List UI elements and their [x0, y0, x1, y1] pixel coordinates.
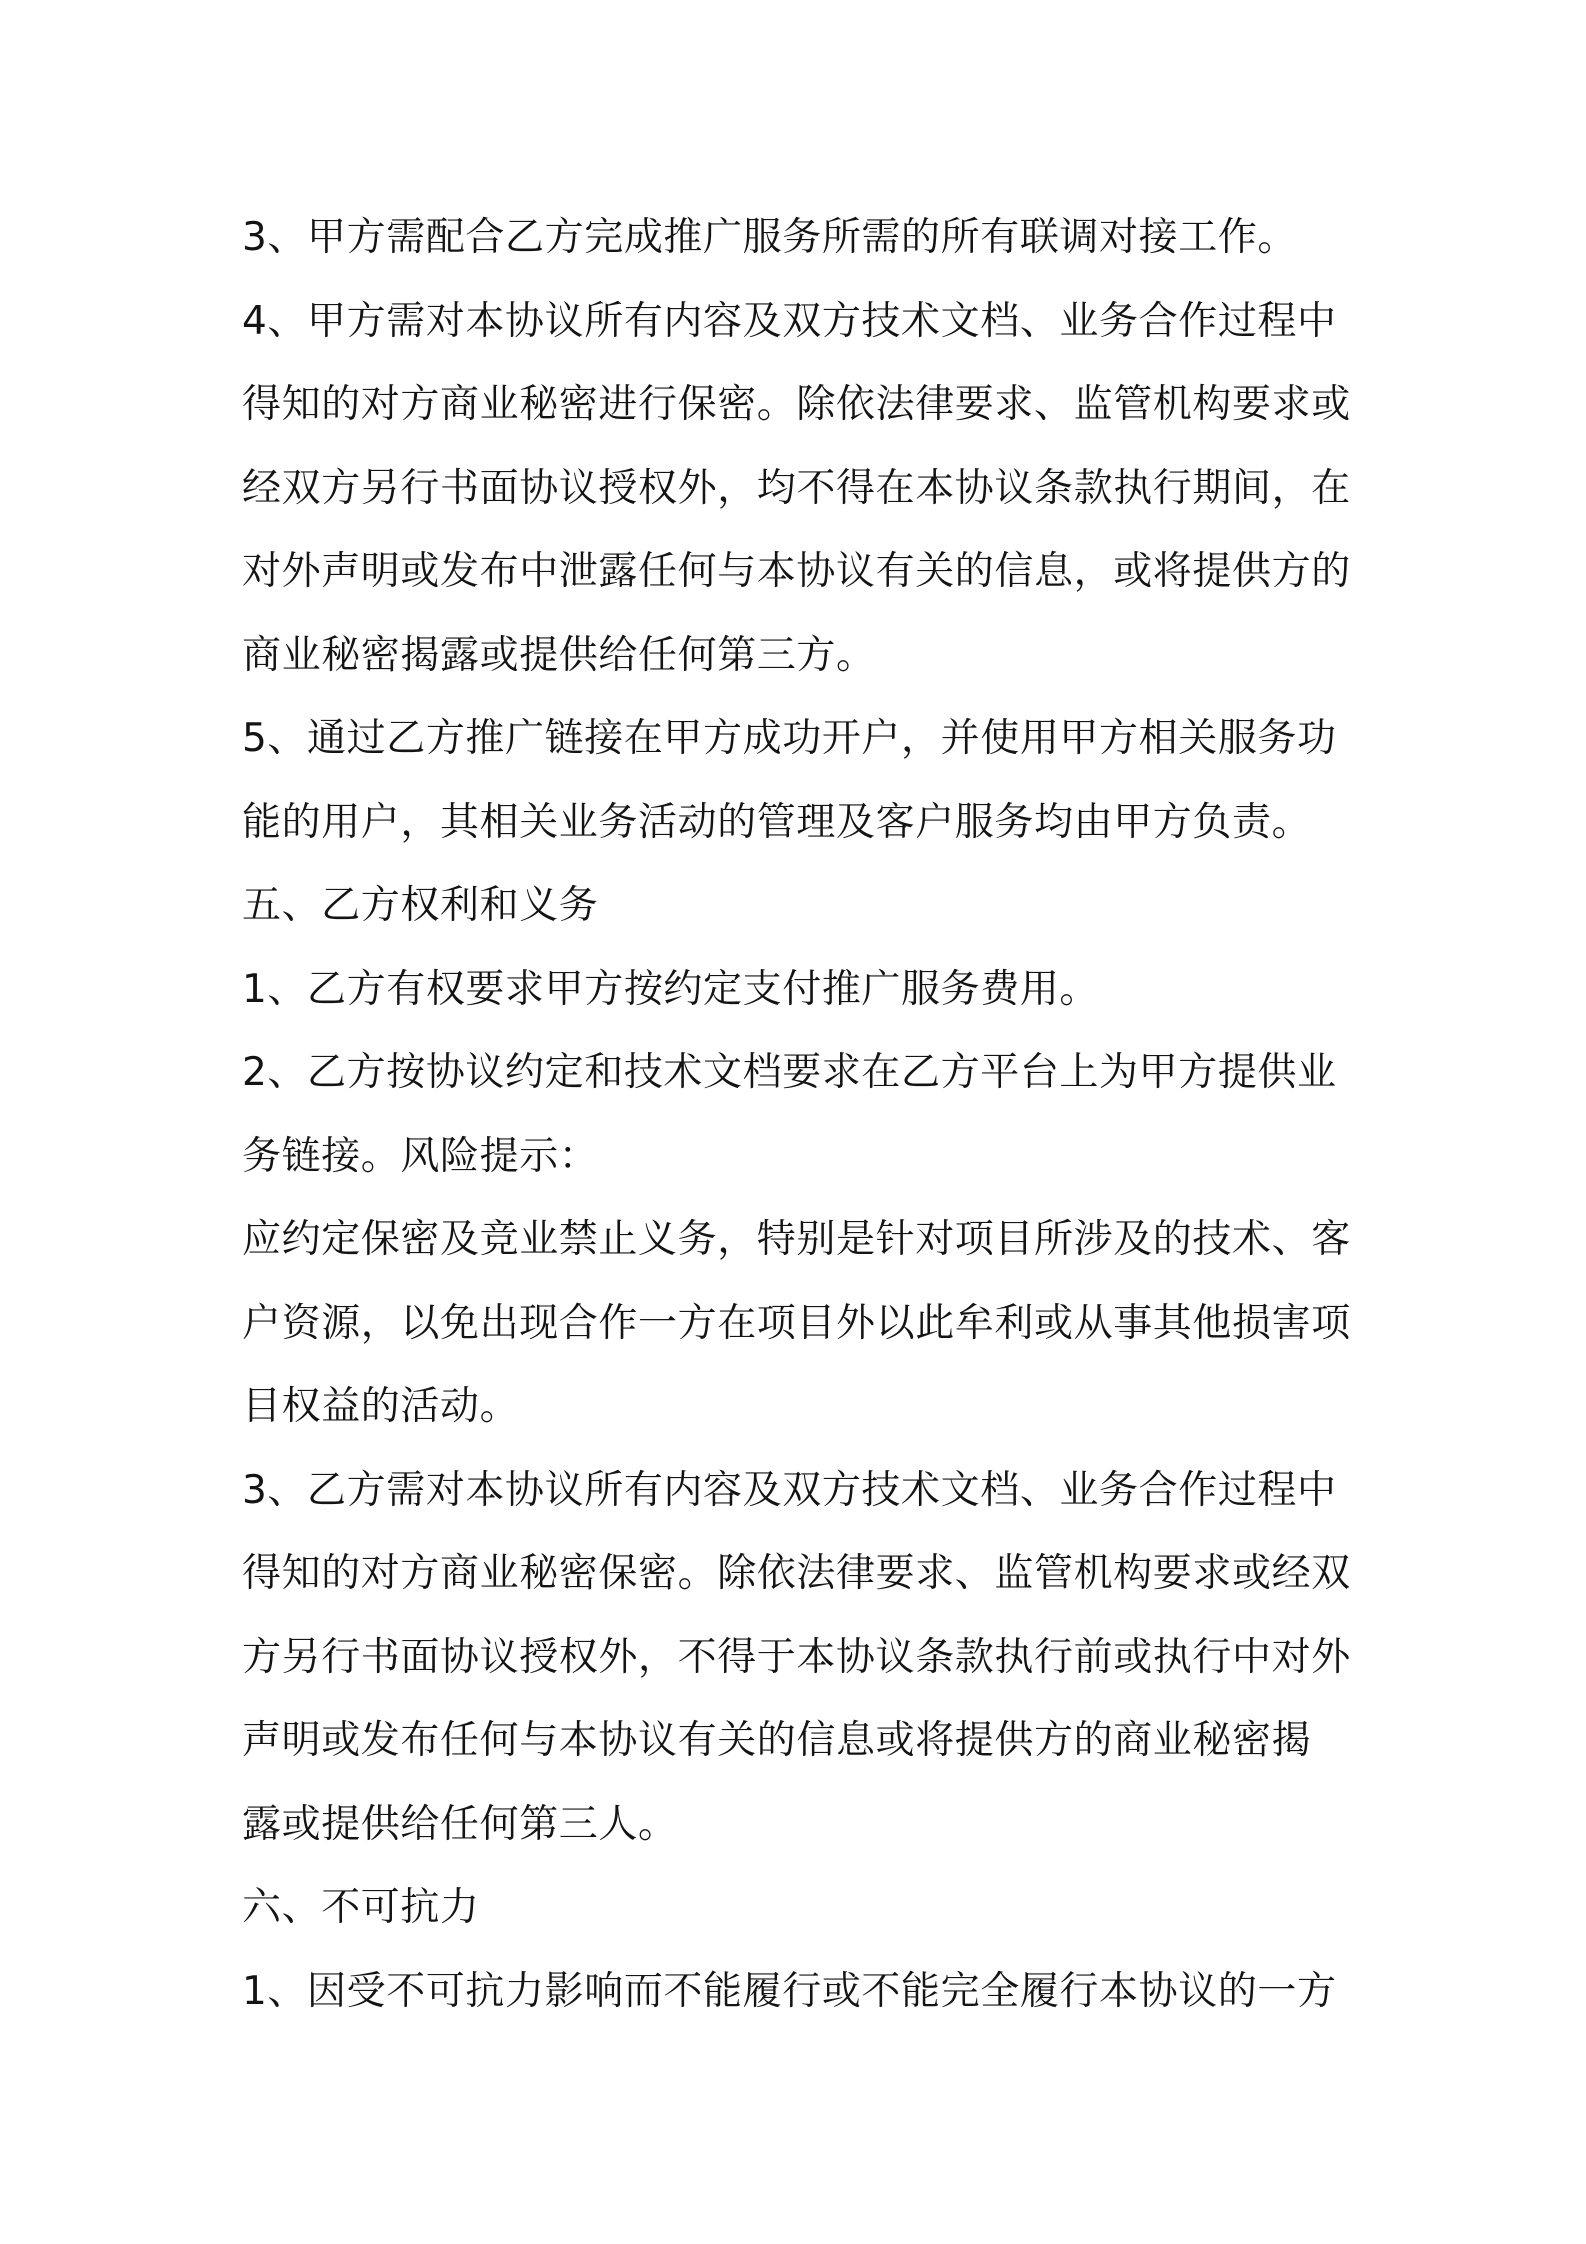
text-line: 应约定保密及竞业禁止义务，特别是针对项目所涉及的技术、客 — [242, 1217, 1351, 1262]
text-line: 务链接。风险提示： — [242, 1133, 599, 1179]
text-line: 对外声明或发布中泄露任何与本协议有关的信息，或将提供方的 — [242, 549, 1351, 594]
section-heading: 五、乙方权利和义务 — [242, 883, 599, 928]
text-line: 目权益的活动。 — [242, 1384, 520, 1429]
text-line: 1、因受不可抗力影响而不能履行或不能完全履行本协议的一方 — [242, 1968, 1337, 2014]
text-line: 能的用户，其相关业务活动的管理及客户服务均由甲方负责。 — [242, 799, 1312, 845]
text-line: 户资源，以免出现合作一方在项目外以此牟利或从事其他损害项 — [242, 1300, 1351, 1346]
text-line: 得知的对方商业秘密保密。除依法律要求、监管机构要求或经双 — [242, 1551, 1351, 1596]
document-body — [242, 196, 1358, 2033]
section-heading: 六、不可抗力 — [242, 1885, 480, 1930]
text-line: 5、通过乙方推广链接在甲方成功开户，并使用甲方相关服务功 — [242, 716, 1337, 761]
text-line: 1、乙方有权要求甲方按约定支付推广服务费用。 — [242, 966, 1100, 1012]
text-line: 3、乙方需对本协议所有内容及双方技术文档、业务合作过程中 — [242, 1467, 1337, 1513]
text-line: 得知的对方商业秘密进行保密。除依法律要求、监管机构要求或 — [242, 382, 1351, 427]
text-line: 3、甲方需配合乙方完成推广服务所需的所有联调对接工作。 — [242, 215, 1298, 260]
text-line: 露或提供给任何第三人。 — [242, 1801, 678, 1847]
text-line: 经双方另行书面协议授权外，均不得在本协议条款执行期间，在 — [242, 465, 1351, 511]
text-line: 方另行书面协议授权外，不得于本协议条款执行前或执行中对外 — [242, 1634, 1351, 1680]
text-line: 声明或发布任何与本协议有关的信息或将提供方的商业秘密揭 — [242, 1718, 1312, 1763]
text-line: 2、乙方按协议约定和技术文档要求在乙方平台上为甲方提供业 — [242, 1050, 1337, 1095]
text-line: 商业秘密揭露或提供给任何第三方。 — [242, 632, 876, 678]
text-line: 4、甲方需对本协议所有内容及双方技术文档、业务合作过程中 — [242, 298, 1337, 344]
